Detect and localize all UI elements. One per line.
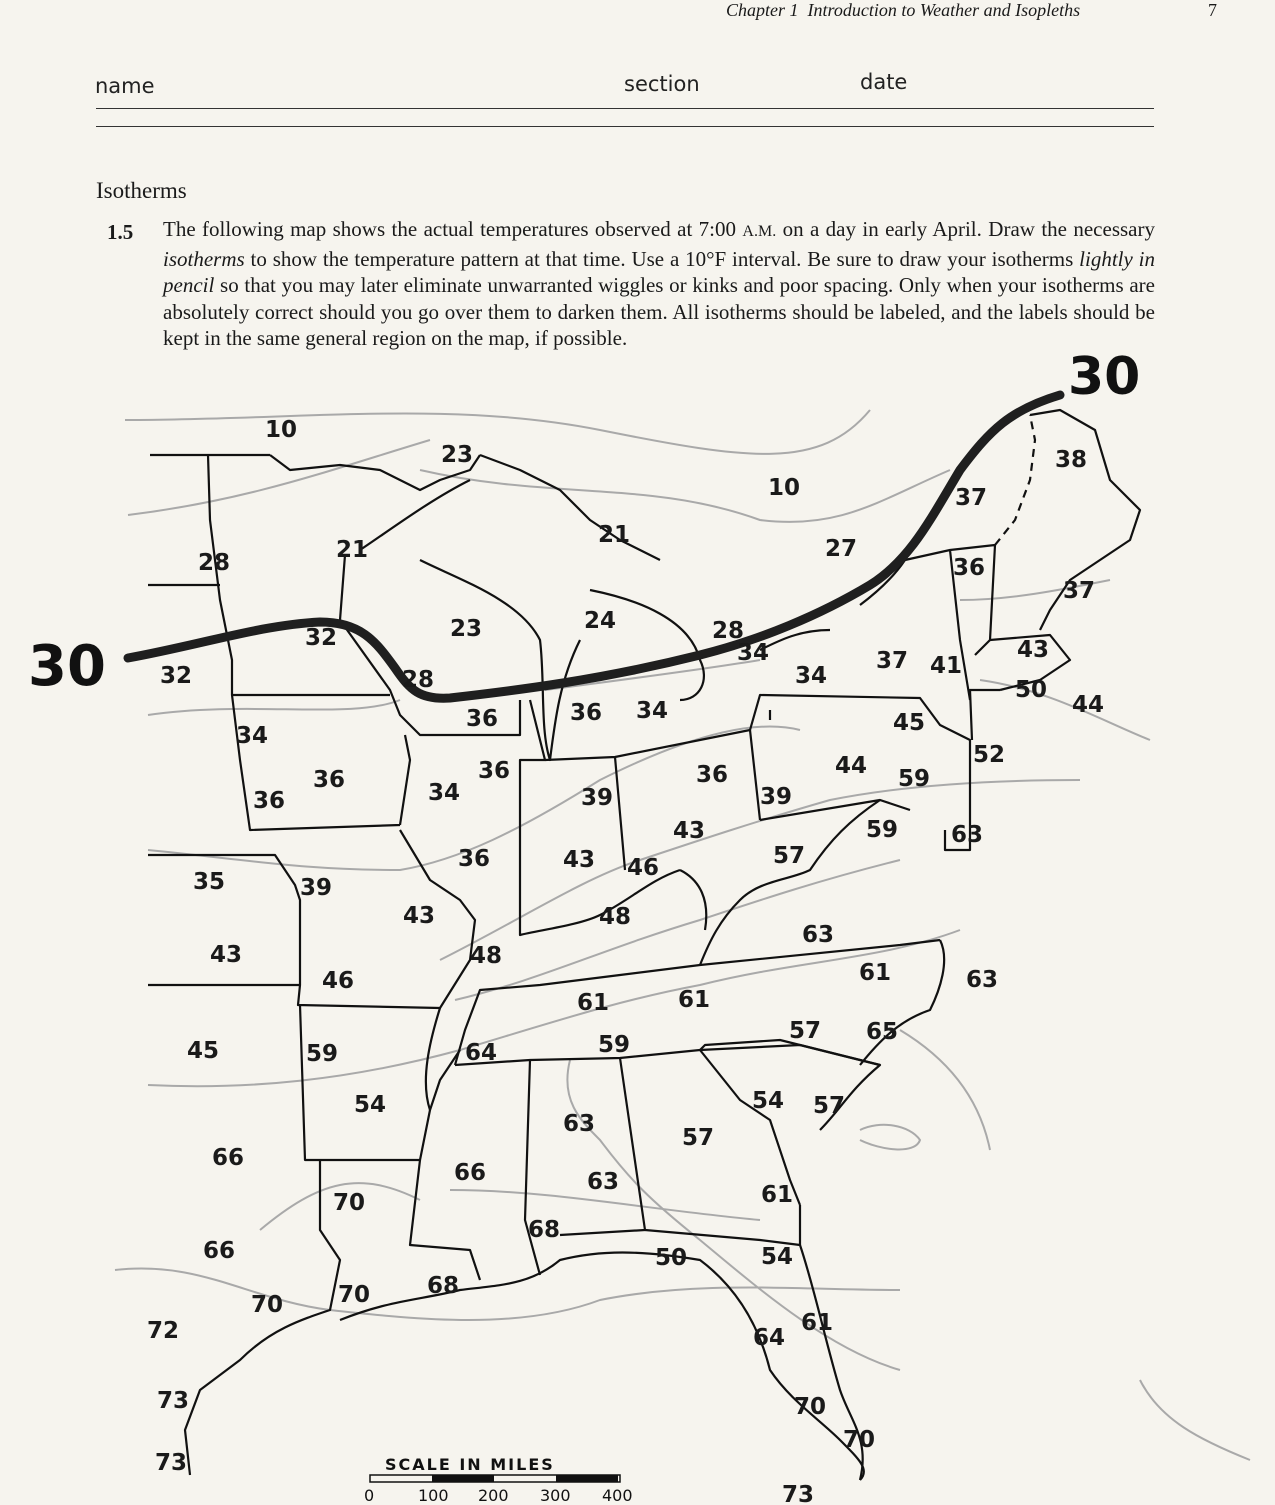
station-temperature: 28: [198, 550, 231, 576]
station-temperature: 43: [403, 903, 436, 929]
station-temperature: 70: [338, 1282, 371, 1308]
scale-tick: 0: [364, 1486, 375, 1505]
section-label: section: [624, 72, 700, 96]
station-temperature: 52: [973, 742, 1006, 768]
station-temperature: 34: [236, 723, 269, 749]
station-temperature: 46: [322, 968, 355, 994]
map-scale: [364, 1455, 633, 1505]
station-temperature: 36: [313, 767, 346, 793]
station-temperature: 10: [265, 417, 298, 443]
station-temperature: 37: [876, 648, 909, 674]
page-number: 7: [1208, 0, 1217, 20]
station-temperature: 24: [584, 608, 617, 634]
station-temperature: 72: [147, 1318, 180, 1344]
station-temperature: 39: [760, 784, 793, 810]
station-temperature: 45: [893, 710, 926, 736]
station-temperature: 50: [1015, 677, 1048, 703]
pencil-isotherms: [115, 410, 1250, 1460]
station-temperature: 36: [466, 706, 499, 732]
station-temperature: 73: [155, 1450, 188, 1476]
station-temperature: 70: [794, 1394, 827, 1420]
station-temperature: 54: [354, 1092, 387, 1118]
station-temperature: 63: [563, 1111, 596, 1137]
station-temperature: 44: [835, 753, 868, 779]
station-temperature: 63: [802, 922, 835, 948]
scale-tick: 200: [478, 1486, 509, 1505]
station-temperature: 44: [1072, 692, 1105, 718]
station-temperature: 43: [673, 818, 706, 844]
section-title: Isotherms: [96, 178, 187, 203]
station-temperature: 38: [1055, 447, 1088, 473]
chapter-label: Chapter 1: [726, 0, 799, 20]
station-temperature: 61: [678, 987, 711, 1013]
question-number: 1.5: [107, 220, 134, 244]
station-temperature: 59: [866, 817, 899, 843]
station-temperature: 48: [599, 904, 632, 930]
question-text: The following map shows the actual temperatures observed at 7:00 A.M. on a day in early April. Draw the necessary isotherms to show the temperature pattern at that time. Use a 10°F interval. Be sure to draw your isotherms lightly in pencil so that you may later eliminate unwarranted wiggles or kinks and poor spacing. Only when your isotherms are absolutely correct should you go over them to darken them. All isotherms should be labeled, and the labels should be kept in the same general region on the map, if possible.: [163, 217, 1155, 350]
station-temperature: 66: [454, 1160, 487, 1186]
state-boundaries: [148, 410, 1140, 1480]
scale-tick: 400: [602, 1486, 633, 1505]
scale-tick: 100: [418, 1486, 449, 1505]
scale-bar-fill: [556, 1475, 618, 1482]
station-temperature: 70: [843, 1427, 876, 1453]
station-temperature: 59: [898, 766, 931, 792]
station-temperature: 10: [768, 475, 801, 501]
station-temperature: 70: [251, 1292, 284, 1318]
station-temperature: 68: [528, 1217, 561, 1243]
station-temperature: 61: [859, 960, 892, 986]
station-temperature: 66: [203, 1238, 236, 1264]
station-temperature: 34: [737, 640, 770, 666]
name-label: name: [95, 74, 155, 98]
station-temperature: 43: [1017, 637, 1050, 663]
station-temperature: 48: [470, 943, 503, 969]
station-temperature: 34: [636, 698, 669, 724]
station-temperature: 43: [563, 847, 596, 873]
station-temperature: 61: [801, 1310, 834, 1336]
station-temperature: 45: [187, 1038, 220, 1064]
station-temperature: 54: [752, 1088, 785, 1114]
station-temperature: 23: [441, 442, 474, 468]
station-temperature: 39: [300, 875, 333, 901]
station-temperature: 28: [402, 667, 435, 693]
station-temperature: 21: [598, 522, 631, 548]
station-temperature: 68: [427, 1273, 460, 1299]
station-temperature: 63: [966, 967, 999, 993]
station-temperature: 73: [157, 1388, 190, 1414]
station-temperature: 34: [795, 663, 828, 689]
station-temperature: 64: [753, 1325, 786, 1351]
station-temperature: 41: [930, 653, 963, 679]
station-temperature: 70: [333, 1190, 366, 1216]
station-temperature: 63: [587, 1169, 620, 1195]
station-temperature: 50: [655, 1245, 688, 1271]
station-temperature: 57: [789, 1018, 822, 1044]
scale-bar-fill: [432, 1475, 494, 1482]
scale-tick: 300: [540, 1486, 571, 1505]
station-temperature: 36: [953, 555, 986, 581]
station-temperature: 54: [761, 1244, 794, 1270]
station-temperature: 32: [160, 663, 193, 689]
station-temperature: 37: [955, 485, 988, 511]
chapter-title: Introduction to Weather and Isopleths: [807, 0, 1081, 20]
station-temperature: 35: [193, 869, 226, 895]
isotherm-label: 30: [28, 634, 106, 699]
station-temperature: 43: [210, 942, 243, 968]
isotherm-label: 30: [1068, 347, 1141, 407]
station-temperature: 36: [570, 700, 603, 726]
station-temperature: 65: [866, 1019, 899, 1045]
station-temperature: 36: [458, 846, 491, 872]
station-temperature: 64: [465, 1040, 498, 1066]
station-temperature: 61: [577, 990, 610, 1016]
station-temperature: 57: [773, 843, 806, 869]
station-temperature: 36: [696, 762, 729, 788]
station-temperature: 21: [336, 537, 369, 563]
station-temperature: 34: [428, 780, 461, 806]
station-temperature: 36: [253, 788, 286, 814]
station-temperature: 37: [1063, 578, 1096, 604]
scale-title: SCALE IN MILES: [385, 1455, 555, 1474]
station-temperature: 27: [825, 536, 858, 562]
station-temperature: 23: [450, 616, 483, 642]
station-temperature: 59: [598, 1032, 631, 1058]
station-temperature: 63: [951, 822, 984, 848]
station-temperature: 57: [682, 1125, 715, 1151]
station-temperature: 59: [306, 1041, 339, 1067]
station-temperature: 46: [627, 855, 660, 881]
station-temperature: 57: [813, 1093, 846, 1119]
station-temperature: 32: [305, 625, 338, 651]
date-label: date: [860, 70, 908, 94]
station-temperature: 66: [212, 1145, 245, 1171]
station-temperature: 61: [761, 1182, 794, 1208]
station-temperature: 36: [478, 758, 511, 784]
station-temperature: 39: [581, 785, 614, 811]
station-temperature: 28: [712, 618, 745, 644]
station-temperature: 73: [782, 1482, 815, 1505]
station-temperatures: [147, 417, 1104, 1505]
